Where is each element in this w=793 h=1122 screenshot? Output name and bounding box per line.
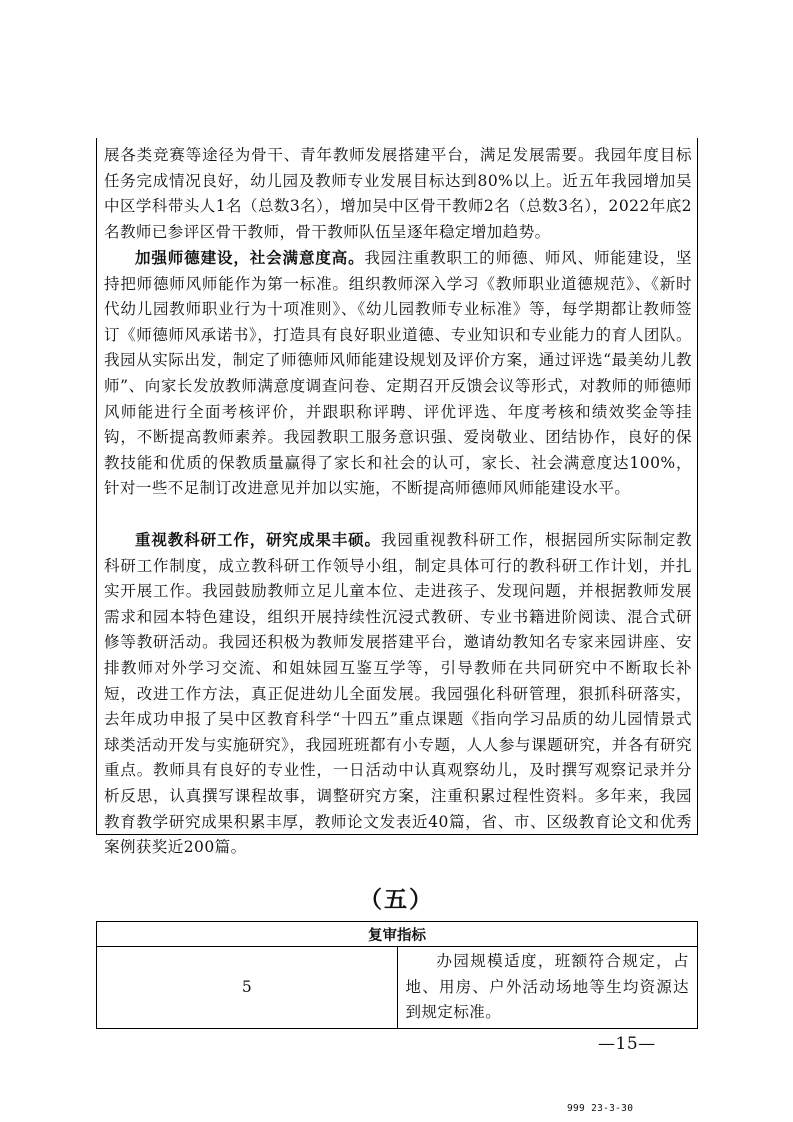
heading-research: 重视教科研工作，研究成果丰硕。 xyxy=(135,531,381,549)
section-title: （五） xyxy=(359,887,434,913)
indicator-text: 办园规模适度，班额符合规定，占地、用房、户外活动场地等生均资源达到规定标准。 xyxy=(405,952,689,1022)
paragraph-research-text: 我园重视教科研工作，根据园所实际制定教科研工作制度，成立教科研工作领导小组，制定具体可行的教科研工作计划，并扎实开展工作。我园鼓励教师立足儿童本位、走进孩子、发现问题，并根据教师发展需求和园本特色建设，组织开展持续性沉浸式教研、专业书籍进阶阅读、混合式研修等教研活动。我园还积极为教师发展搭建平台，邀请幼教知名专家来园讲座、安排教师对外学习交流、和姐妹园互鉴互学等，引导教师在共同研究中不断取长补短，改进工作方法，真正促进幼儿全面发展。我园强化科研管理，狠抓科研落实，去年成功申报了吴中区教育科学“十四五”重点课题《指向学习品质的幼儿园情景式球类活动开发与实施研究》，我园班班都有小专题，人人参与课题研究，并各有研究重点。教师具有良好的专业性，一日活动中认真观察幼儿，及时撰写观察记录并分析反思，认真撰写课程故事，调整研究方案，注重积累过程性资料。多年来，我园教育教学研究成果积累丰厚，教师论文发表近40篇，省、市、区级教育论文和优秀案例获奖近200篇。 xyxy=(104,531,692,857)
paragraph-ethics-text: 我园注重教职工的师德、师风、师能建设，坚持把师德师风师能作为第一标准。组织教师深入学习《教师职业道德规范》、《新时代幼儿园教师职业行为十项准则》、《幼儿园教师专业标准》等，每学期都让教师签订《师德师风承诺书》，打造具有良好职业道德、专业知识和专业能力的育人团队。我园从实际出发，制定了师德师风师能建设规划及评价方案，通过评选“最美幼儿教师”、向家长发放教师满意度调查问卷、定期召开反馈会议等形式，对教师的师德师风师能进行全面考核评价，并跟职称评聘、评优评选、年度考核和绩效奖金等挂钩，不断提高教师素养。我园教职工服务意识强、爱岗敬业、团结协作，良好的保教技能和优质的保教质量赢得了家长和社会的认可，家长、社会满意度达100%，针对一些不足制订改进意见并加以实施，不断提高师德师风师能建设水平。 xyxy=(104,249,692,498)
heading-ethics: 加强师德建设，社会满意度高。 xyxy=(135,249,365,267)
page-number: —15— xyxy=(598,1034,656,1054)
footer-code: 999 23-3-30 xyxy=(567,1103,634,1114)
paragraph-research xyxy=(104,528,692,861)
paragraph-ethics xyxy=(104,246,692,502)
table-header: 复审指标 xyxy=(97,922,698,947)
table-header-row xyxy=(97,922,698,947)
review-indicator-table xyxy=(96,921,698,1029)
paragraph-teacher-development: 展各类竞赛等途径为骨干、青年教师发展搭建平台，满足发展需要。我园年度目标任务完成情况良好，幼儿园及教师专业发展目标达到80%以上。近五年我园增加吴中区学科带头人1名（总数3名），增加吴中区骨干教师2名（总数3名），2022年底2名教师已参评区骨干教师，骨干教师队伍呈逐年稳定增加趋势。 xyxy=(104,146,692,241)
table-row xyxy=(97,947,698,1029)
indicator-cell xyxy=(397,947,698,1029)
indicator-number: 5 xyxy=(97,947,398,1029)
